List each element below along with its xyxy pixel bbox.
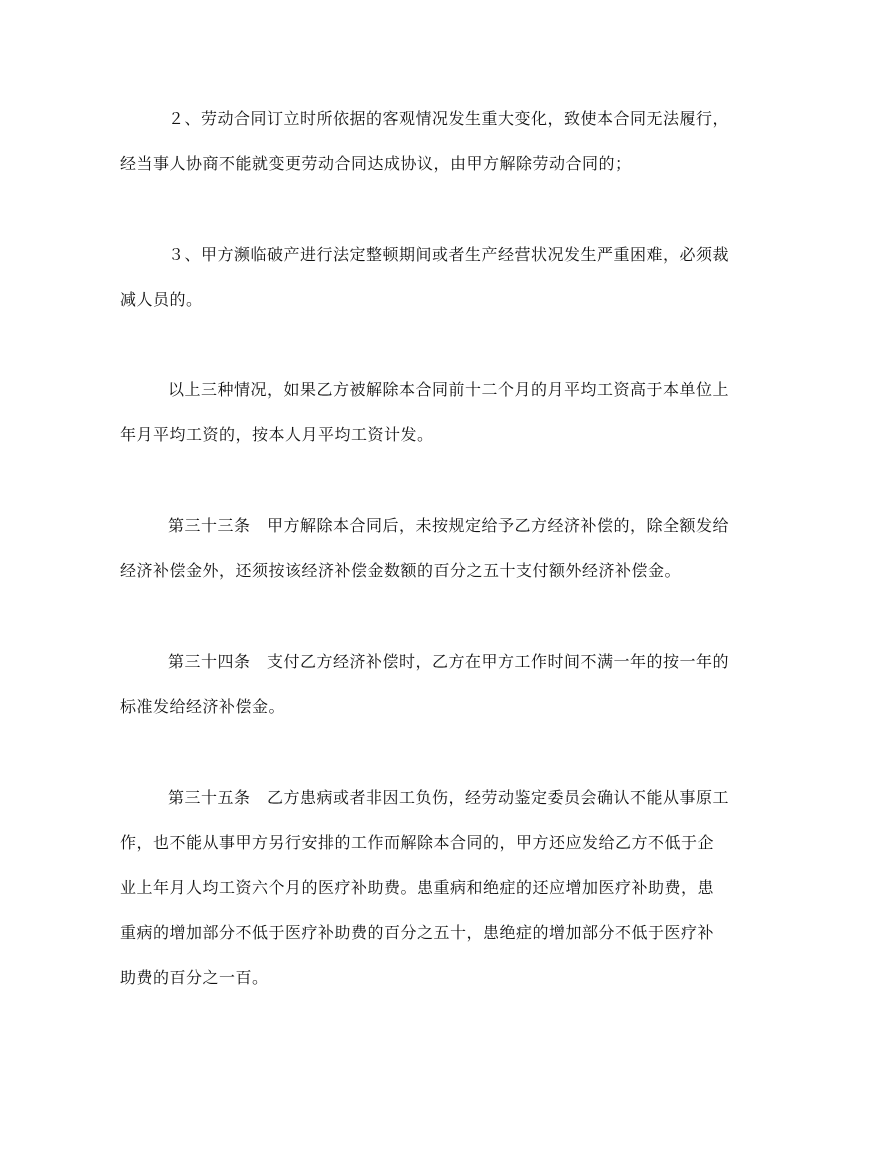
clause-2-line-2: 经当事人协商不能就变更劳动合同达成协议，由甲方解除劳动合同的； [120, 154, 632, 173]
summary-line-2: 年月平均工资的，按本人月平均工资计发。 [120, 425, 434, 444]
article-35-line-4: 重病的增加部分不低于医疗补助费的百分之五十，患绝症的增加部分不低于医疗补 [120, 923, 715, 942]
clause-2-line-1: ２、劳动合同订立时所依据的客观情况发生重大变化，致使本合同无法履行， [168, 109, 730, 128]
clause-3-line-2: 减人员的。 [120, 290, 203, 309]
article-33-line-1: 第三十三条 甲方解除本合同后，未按规定给予乙方经济补偿的，除全额发给 [168, 516, 730, 535]
clause-2-paragraph [120, 96, 770, 186]
article-33-line-2: 经济补偿金外，还须按该经济补偿金数额的百分之五十支付额外经济补偿金。 [120, 561, 682, 580]
clause-3-paragraph [120, 232, 770, 322]
article-33-paragraph [120, 503, 770, 593]
article-34-line-2: 标准发给经济补偿金。 [120, 697, 286, 716]
article-35-line-3: 业上年月人均工资六个月的医疗补助费。患重病和绝症的还应增加医疗补助费，患 [120, 878, 715, 897]
article-35-line-1: 第三十五条 乙方患病或者非因工负伤，经劳动鉴定委员会确认不能从事原工 [168, 788, 730, 807]
summary-paragraph [120, 367, 770, 457]
clause-3-line-1: ３、甲方濒临破产进行法定整顿期间或者生产经营状况发生严重困难，必须裁 [168, 245, 730, 264]
article-35-line-5: 助费的百分之一百。 [120, 968, 269, 987]
article-35-line-2: 作，也不能从事甲方另行安排的工作而解除本合同的，甲方还应发给乙方不低于企 [120, 833, 715, 852]
article-34-paragraph [120, 639, 770, 729]
article-35-paragraph [120, 775, 770, 1000]
summary-line-1: 以上三种情况，如果乙方被解除本合同前十二个月的月平均工资高于本单位上 [168, 380, 730, 399]
article-34-line-1: 第三十四条 支付乙方经济补偿时，乙方在甲方工作时间不满一年的按一年的 [168, 652, 730, 671]
